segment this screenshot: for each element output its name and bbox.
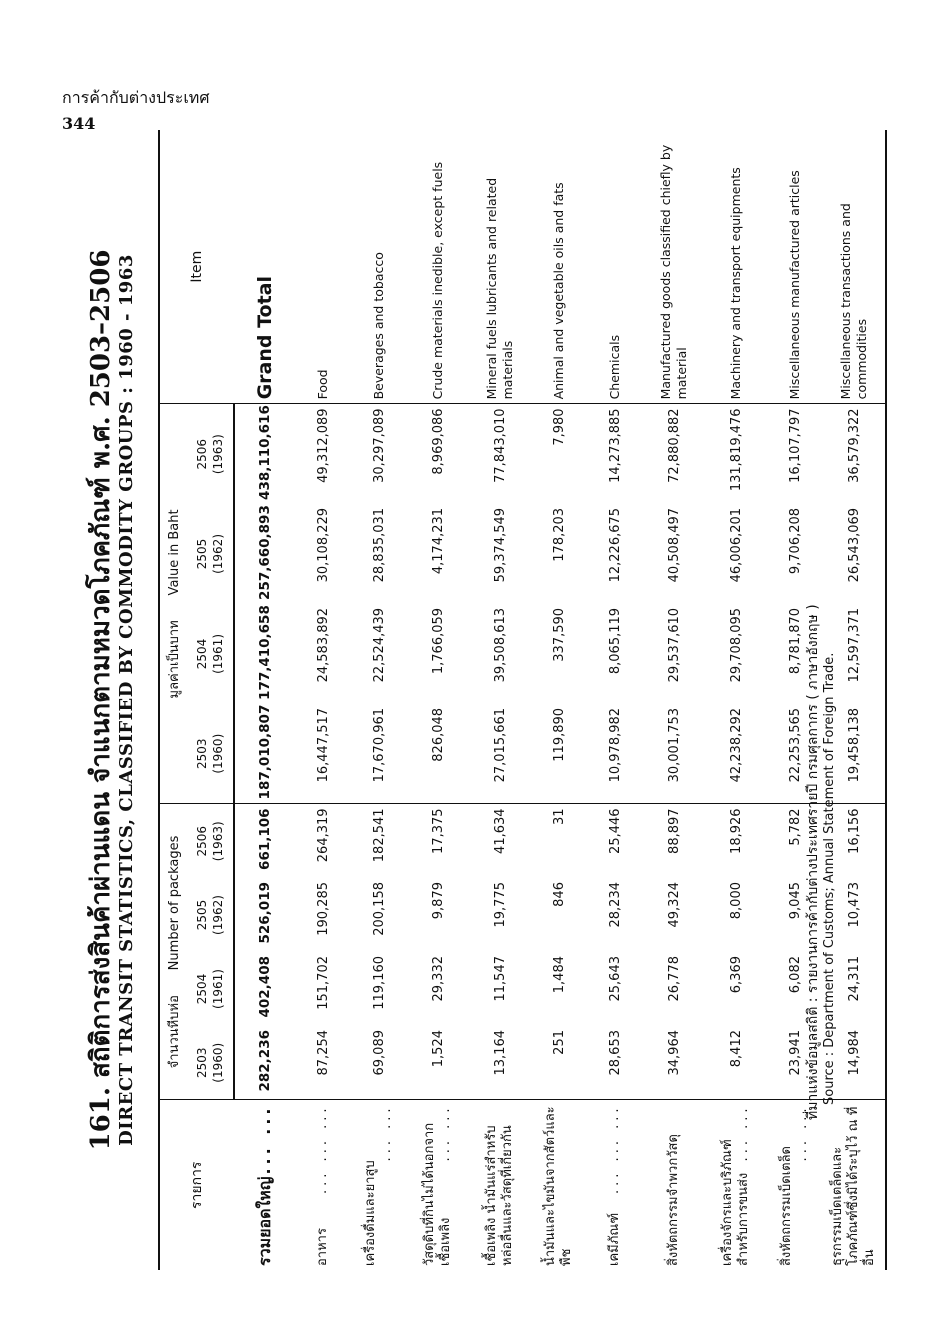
packages-cell: 182,541 [371, 808, 387, 863]
packages-cell: 29,332 [430, 956, 446, 1002]
value-cell: 438,110,616 [257, 405, 273, 500]
year-header: 2505 (1962) [187, 878, 234, 952]
value-cell: 19,458,138 [823, 704, 886, 804]
packages-cell: 1,524 [407, 1026, 469, 1100]
packages-cell: 661,106 [257, 808, 273, 870]
value-cell: 8,065,119 [607, 607, 623, 675]
value-cell: 14,273,885 [607, 408, 623, 483]
table-row [407, 130, 469, 1270]
value-cell: 12,597,371 [823, 604, 886, 704]
packages-cell: 31 [551, 808, 567, 825]
value-header-english: Value in Baht [167, 509, 182, 596]
packages-cell: 17,375 [430, 808, 446, 854]
value-cell: 30,297,089 [371, 408, 387, 483]
value-cell: 826,048 [407, 704, 469, 804]
item-header-thai: รายการ [159, 1100, 234, 1270]
packages-cell: 8,412 [705, 1026, 767, 1100]
packages-cell: 190,285 [315, 882, 331, 936]
item-thai: สิ่งหัตถกรรมจำพวกวัสดุ [666, 1134, 681, 1266]
item-thai: ธุรกรรมเบ็ดเตล็ดและโภคภัณฑ์ซึ่งมิได้ระบุไว้ ณ ที่อื่น [823, 1100, 886, 1270]
value-cell: 30,108,229 [315, 507, 331, 583]
packages-cell: 18,926 [728, 808, 744, 854]
packages-cell: 526,019 [257, 882, 273, 944]
item-english: Chemicals [587, 130, 643, 404]
value-cell: 337,590 [551, 607, 567, 662]
year-header: 2503 (1960) [187, 1026, 234, 1100]
value-cell: 17,670,961 [351, 704, 407, 804]
value-cell: 119,890 [531, 704, 587, 804]
packages-cell: 402,408 [257, 956, 273, 1018]
value-cell: 8,969,086 [430, 408, 446, 475]
value-cell: 36,579,322 [823, 404, 886, 504]
value-cell: 9,706,208 [787, 507, 803, 575]
value-cell: 27,015,661 [469, 704, 531, 804]
table-row [643, 130, 705, 1270]
item-thai: รวมยอดใหญ่ ... ... [254, 1104, 274, 1266]
item-thai: วัสดุดิบที่กินไม่ได้นอกจากเชื้อเพลิง ... ... [422, 1104, 453, 1266]
year-header: 2506 (1963) [187, 804, 234, 878]
table-row [295, 130, 351, 1270]
item-thai: สิ่งหัตถกรรมเบ็ดเตล็ด ... ... [779, 1104, 810, 1266]
year-header: 2504 (1961) [187, 952, 234, 1026]
value-cell: 40,508,497 [666, 507, 682, 583]
item-english: Miscellaneous transactions and commodities [823, 130, 886, 404]
value-cell: 4,174,231 [430, 507, 446, 575]
packages-cell: 23,941 [767, 1026, 823, 1100]
value-cell: 8,781,870 [787, 607, 803, 675]
table-title-thai: 161. สถิติการส่งสินค้าผ่านแดน จำแนกตามหมวดโภคภัณฑ์ พ.ศ. 2503–2506 [86, 249, 116, 1151]
item-english: Machinery and transport equipments [705, 130, 767, 404]
value-cell: 77,843,010 [492, 408, 508, 483]
value-cell: 28,835,031 [371, 507, 387, 583]
packages-cell: 26,778 [666, 956, 682, 1002]
packages-cell: 8,000 [728, 882, 744, 920]
packages-cell: 1,484 [551, 956, 567, 994]
value-cell: 187,010,807 [234, 704, 295, 804]
packages-cell: 88,897 [666, 808, 682, 854]
table-row [469, 130, 531, 1270]
value-cell: 49,312,089 [315, 408, 331, 483]
packages-cell: 6,082 [787, 956, 803, 994]
year-header: 2503 (1960) [187, 704, 234, 804]
packages-cell: 10,473 [823, 878, 886, 952]
value-cell: 7,980 [551, 408, 567, 446]
table-row-grand-total [234, 130, 295, 1270]
item-thai: อาหาร ... ... ... [315, 1104, 330, 1266]
packages-cell: 846 [551, 882, 567, 907]
packages-cell: 13,164 [469, 1026, 531, 1100]
packages-cell: 14,984 [823, 1026, 886, 1100]
item-thai: เครื่องจักรและบริภัณฑ์สำหรับการขนส่ง ... ... [720, 1104, 751, 1266]
packages-cell: 16,156 [823, 804, 886, 878]
value-cell: 24,583,892 [315, 607, 331, 683]
value-group-header [159, 404, 187, 804]
packages-cell: 9,045 [787, 882, 803, 920]
packages-cell: 200,158 [371, 882, 387, 936]
item-header-english: Item [159, 130, 234, 404]
table-row [351, 130, 407, 1270]
value-header-thai: มูลค่าเป็นบาท [167, 620, 182, 699]
year-header: 2504 (1961) [187, 604, 234, 704]
packages-cell: 49,324 [666, 882, 682, 928]
item-english: Mineral fuels lubricants and related materials [469, 130, 531, 404]
value-cell: 178,203 [551, 507, 567, 562]
table-row [705, 130, 767, 1270]
value-cell: 177,410,658 [257, 605, 273, 700]
item-english: Food [295, 130, 351, 404]
packages-cell: 24,311 [823, 952, 886, 1026]
rotated-table-block [80, 130, 877, 1270]
year-header: 2506 (1963) [187, 404, 234, 504]
packages-cell: 25,643 [607, 956, 623, 1002]
packages-cell: 119,160 [371, 956, 387, 1010]
value-cell: 72,880,882 [666, 408, 682, 483]
value-cell: 29,537,610 [666, 607, 682, 683]
item-english: Grand Total [234, 130, 295, 404]
packages-cell: 5,782 [787, 808, 803, 846]
packages-cell: 11,547 [492, 956, 508, 1002]
value-cell: 30,001,753 [643, 704, 705, 804]
value-cell: 46,006,201 [728, 507, 744, 583]
value-cell: 22,524,439 [371, 607, 387, 683]
value-cell: 131,819,476 [728, 408, 744, 492]
packages-cell: 6,369 [728, 956, 744, 994]
value-cell: 22,253,565 [767, 704, 823, 804]
packages-cell: 9,879 [430, 882, 446, 920]
packages-cell: 151,702 [315, 956, 331, 1010]
value-cell: 42,238,292 [705, 704, 767, 804]
item-english: Manufactured goods classified chiefly by material [643, 130, 705, 404]
transit-statistics-table [158, 130, 887, 1270]
item-english: Animal and vegetable oils and fats [531, 130, 587, 404]
table-title-english: DIRECT TRANSIT STATISTICS, CLASSIFIED BY COMMODITY GROUPS : 1960 - 1963 [116, 254, 137, 1146]
value-cell: 257,660,893 [257, 505, 273, 600]
packages-cell: 28,653 [587, 1026, 643, 1100]
item-english: Beverages and tobacco [351, 130, 407, 404]
item-english: Miscellaneous manufactured articles [767, 130, 823, 404]
packages-header-thai: จำนวนหีบห่อ [167, 995, 182, 1069]
packages-cell: 25,446 [607, 808, 623, 854]
packages-cell: 69,089 [351, 1026, 407, 1100]
source-note-english: Source : Department of Customs; Annual Statement of Foreign Trade. [822, 652, 837, 1105]
packages-cell: 264,319 [315, 808, 331, 863]
table-row [587, 130, 643, 1270]
value-cell: 59,374,549 [492, 507, 508, 583]
packages-cell: 28,234 [607, 882, 623, 928]
source-note-thai: ที่มาแห่งข้อมูลสถิติ : รายงานการค้ากับต่างประเทศรายปี กรมศุลกากร ( ภาษาอังกฤษ ) [805, 604, 821, 1120]
packages-cell: 87,254 [295, 1026, 351, 1100]
value-cell: 12,226,675 [607, 507, 623, 583]
value-cell: 29,708,095 [728, 607, 744, 683]
item-thai: เครื่องดื่มและยาสูบ ... ... [363, 1104, 394, 1266]
packages-cell: 41,634 [492, 808, 508, 854]
packages-cell: 251 [531, 1026, 587, 1100]
packages-header-english: Number of packages [167, 835, 182, 971]
packages-cell: 34,964 [643, 1026, 705, 1100]
item-thai: น้ำมันและไขมันจากสัตว์และพืช [543, 1106, 574, 1266]
value-cell: 1,766,059 [430, 607, 446, 675]
item-thai: เชื้อเพลิง น้ำมันแร่สำหรับหล่อลื่นและวัสดุที่เกี่ยวกัน [484, 1125, 515, 1266]
value-cell: 16,107,797 [787, 408, 803, 483]
value-cell: 16,447,517 [295, 704, 351, 804]
table-row [531, 130, 587, 1270]
value-cell: 10,978,982 [587, 704, 643, 804]
year-header: 2505 (1962) [187, 504, 234, 604]
running-head: การค้ากับต่างประเทศ [62, 88, 210, 107]
page-number: 344 [62, 114, 96, 133]
packages-cell: 19,775 [492, 882, 508, 928]
value-cell: 39,508,613 [492, 607, 508, 683]
value-cell: 26,543,069 [823, 504, 886, 604]
packages-cell: 282,236 [234, 1026, 295, 1100]
item-english: Crude materials inedible, except fuels [407, 130, 469, 404]
item-thai: เคมีภัณฑ์ ... ... ... [607, 1104, 622, 1266]
packages-group-header [159, 804, 187, 1100]
